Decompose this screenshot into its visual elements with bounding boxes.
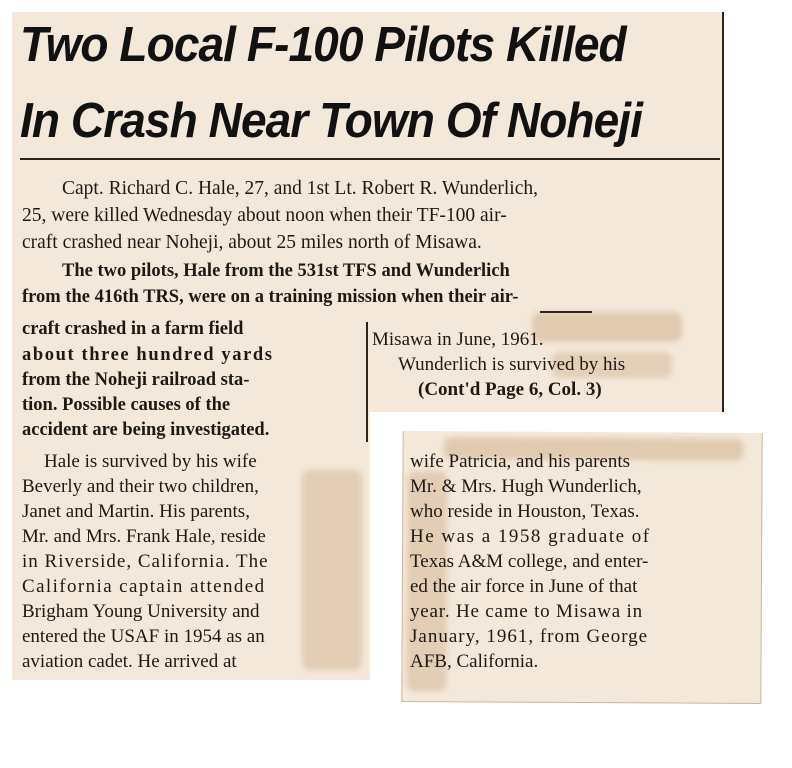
column-line: in Riverside, California. The <box>22 551 269 572</box>
intro-line: Capt. Richard C. Hale, 27, and 1st Lt. Robert R. Wunderlich, <box>62 178 538 199</box>
bold-line: accident are being investigated. <box>22 420 270 440</box>
column-line: Janet and Martin. His parents, <box>22 501 250 522</box>
bold-line: tion. Possible causes of the <box>22 395 231 415</box>
column-line: He was a 1958 graduate of <box>410 526 651 547</box>
column-line: who reside in Houston, Texas. <box>410 501 640 522</box>
column-line: entered the USAF in 1954 as an <box>22 626 265 647</box>
bold-line: about three hundred yards <box>22 345 274 365</box>
column-line: year. He came to Misawa in <box>410 601 643 622</box>
bold-line: craft crashed in a farm field <box>22 319 244 339</box>
column-line: wife Patricia, and his parents <box>410 451 631 472</box>
column-line: AFB, California. <box>410 651 539 672</box>
column-line: California captain attended <box>22 576 266 597</box>
headline-line-2: In Crash Near Town Of Noheji <box>20 94 643 148</box>
bold-line: from the 416th TRS, were on a training mission when their air- <box>22 287 519 307</box>
column-line: Brigham Young University and <box>22 601 260 622</box>
column-line: Misawa in June, 1961. <box>372 329 544 350</box>
headline-rule <box>20 158 720 160</box>
column-line: Wunderlich is survived by his <box>398 354 626 375</box>
column-line: January, 1961, from George <box>410 626 649 647</box>
column-line: ed the air force in June of that <box>410 576 638 597</box>
column-line: Texas A&M college, and enter- <box>410 551 649 572</box>
bold-line: The two pilots, Hale from the 531st TFS and Wunderlich <box>62 261 510 281</box>
column-line: Mr. & Mrs. Hugh Wunderlich, <box>410 476 642 497</box>
short-rule <box>540 311 592 313</box>
headline-line-1: Two Local F-100 Pilots Killed <box>20 18 626 72</box>
column-line: Mr. and Mrs. Frank Hale, reside <box>22 526 266 547</box>
column-line: aviation cadet. He arrived at <box>22 651 237 672</box>
tape-stain <box>532 312 682 342</box>
tape-stain <box>302 470 362 670</box>
intro-line: 25, were killed Wednesday about noon when their TF-100 air- <box>22 205 507 226</box>
intro-line: craft crashed near Noheji, about 25 miles north of Misawa. <box>22 232 482 253</box>
column-line: Hale is survived by his wife <box>44 451 257 472</box>
continuation-note: (Cont'd Page 6, Col. 3) <box>418 379 602 400</box>
column-divider <box>366 322 368 442</box>
bold-line: from the Noheji railroad sta- <box>22 370 250 390</box>
column-line: Beverly and their two children, <box>22 476 259 497</box>
